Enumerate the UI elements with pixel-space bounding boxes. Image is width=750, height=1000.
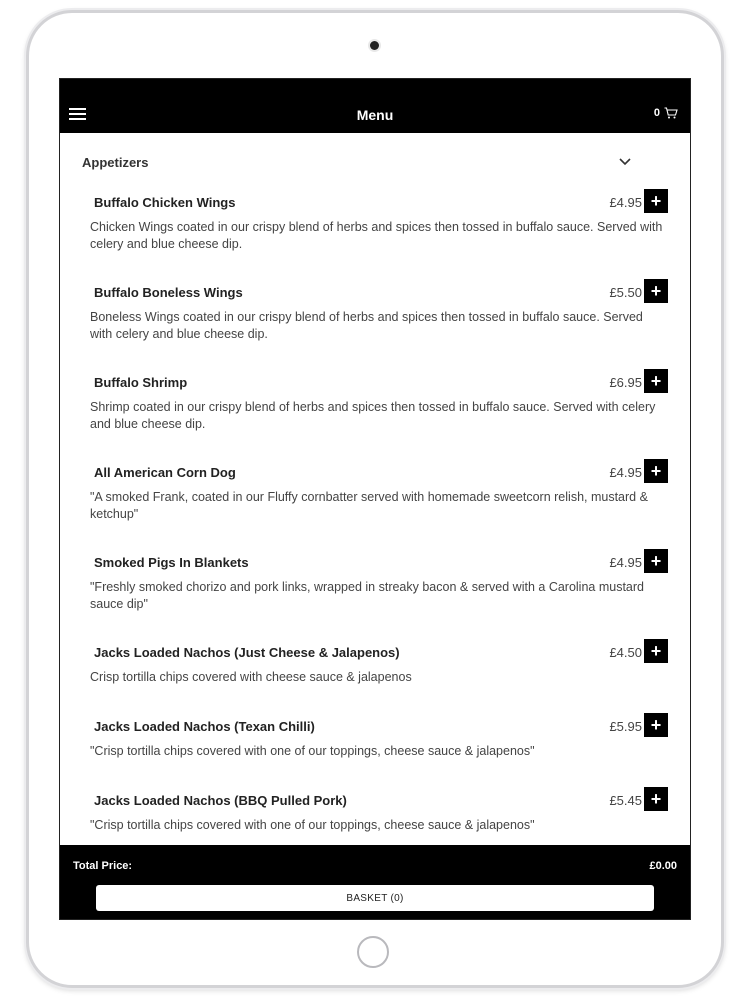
cart-count: 0 — [653, 107, 660, 119]
item-description: Boneless Wings coated in our crispy blend of herbs and spices then tossed in buffalo sauce. Served with celery and blue cheese dip. — [90, 310, 643, 341]
item-name: All American Corn Dog — [94, 465, 236, 480]
add-item-button[interactable]: + — [644, 787, 668, 811]
app-screen — [59, 78, 691, 920]
item-price: £4.95 — [609, 555, 642, 570]
item-price: £5.95 — [609, 719, 642, 734]
order-footer — [60, 845, 690, 919]
cart-button[interactable] — [654, 107, 678, 119]
chevron-down-icon[interactable] — [618, 155, 632, 170]
item-description: "A smoked Frank, coated in our Fluffy cornbatter served with homemade sweetcorn relish, mustard & ketchup" — [90, 490, 648, 521]
add-item-button[interactable]: + — [644, 549, 668, 573]
item-price: £6.95 — [609, 375, 642, 390]
item-description: "Freshly smoked chorizo and pork links, wrapped in streaky bacon & served with a Carolina mustard sauce dip" — [90, 580, 644, 611]
item-name: Jacks Loaded Nachos (BBQ Pulled Pork) — [94, 793, 347, 808]
item-description: "Crisp tortilla chips covered with one of our toppings, cheese sauce & jalapenos" — [90, 744, 535, 758]
item-description: Chicken Wings coated in our crispy blend of herbs and spices then tossed in buffalo sauce. Served with celery and blue cheese dip. — [90, 220, 663, 251]
add-item-button[interactable]: + — [644, 639, 668, 663]
item-description: Shrimp coated in our crispy blend of herbs and spices then tossed in buffalo sauce. Served with celery and blue cheese dip. — [90, 400, 656, 431]
item-price: £4.95 — [609, 195, 642, 210]
item-name: Buffalo Boneless Wings — [94, 285, 243, 300]
top-bar — [60, 79, 690, 133]
page-title: Menu — [356, 107, 394, 123]
add-item-button[interactable]: + — [644, 713, 668, 737]
camera-icon — [370, 41, 379, 50]
add-item-button[interactable]: + — [644, 189, 668, 213]
item-name: Buffalo Chicken Wings — [94, 195, 236, 210]
item-name: Smoked Pigs In Blankets — [94, 555, 249, 570]
item-description: Crisp tortilla chips covered with cheese sauce & jalapenos — [90, 670, 412, 684]
menu-content — [60, 133, 690, 847]
section-title: Appetizers — [82, 155, 149, 170]
section-header-appetizers[interactable] — [82, 155, 632, 175]
basket-button[interactable]: BASKET (0) — [96, 885, 654, 911]
item-name: Jacks Loaded Nachos (Texan Chilli) — [94, 719, 315, 734]
item-description: "Crisp tortilla chips covered with one of our toppings, cheese sauce & jalapenos" — [90, 818, 535, 832]
add-item-button[interactable]: + — [644, 369, 668, 393]
item-name: Buffalo Shrimp — [94, 375, 188, 390]
total-price-label: Total Price: — [73, 860, 133, 872]
item-price: £5.50 — [609, 285, 642, 300]
total-price-value: £0.00 — [649, 860, 677, 872]
item-price: £4.95 — [609, 465, 642, 480]
add-item-button[interactable]: + — [644, 459, 668, 483]
home-button[interactable] — [357, 936, 389, 968]
item-name: Jacks Loaded Nachos (Just Cheese & Jalapenos) — [94, 645, 400, 660]
add-item-button[interactable]: + — [644, 279, 668, 303]
item-price: £5.45 — [609, 793, 642, 808]
cart-icon — [664, 107, 678, 119]
item-price: £4.50 — [609, 645, 642, 660]
